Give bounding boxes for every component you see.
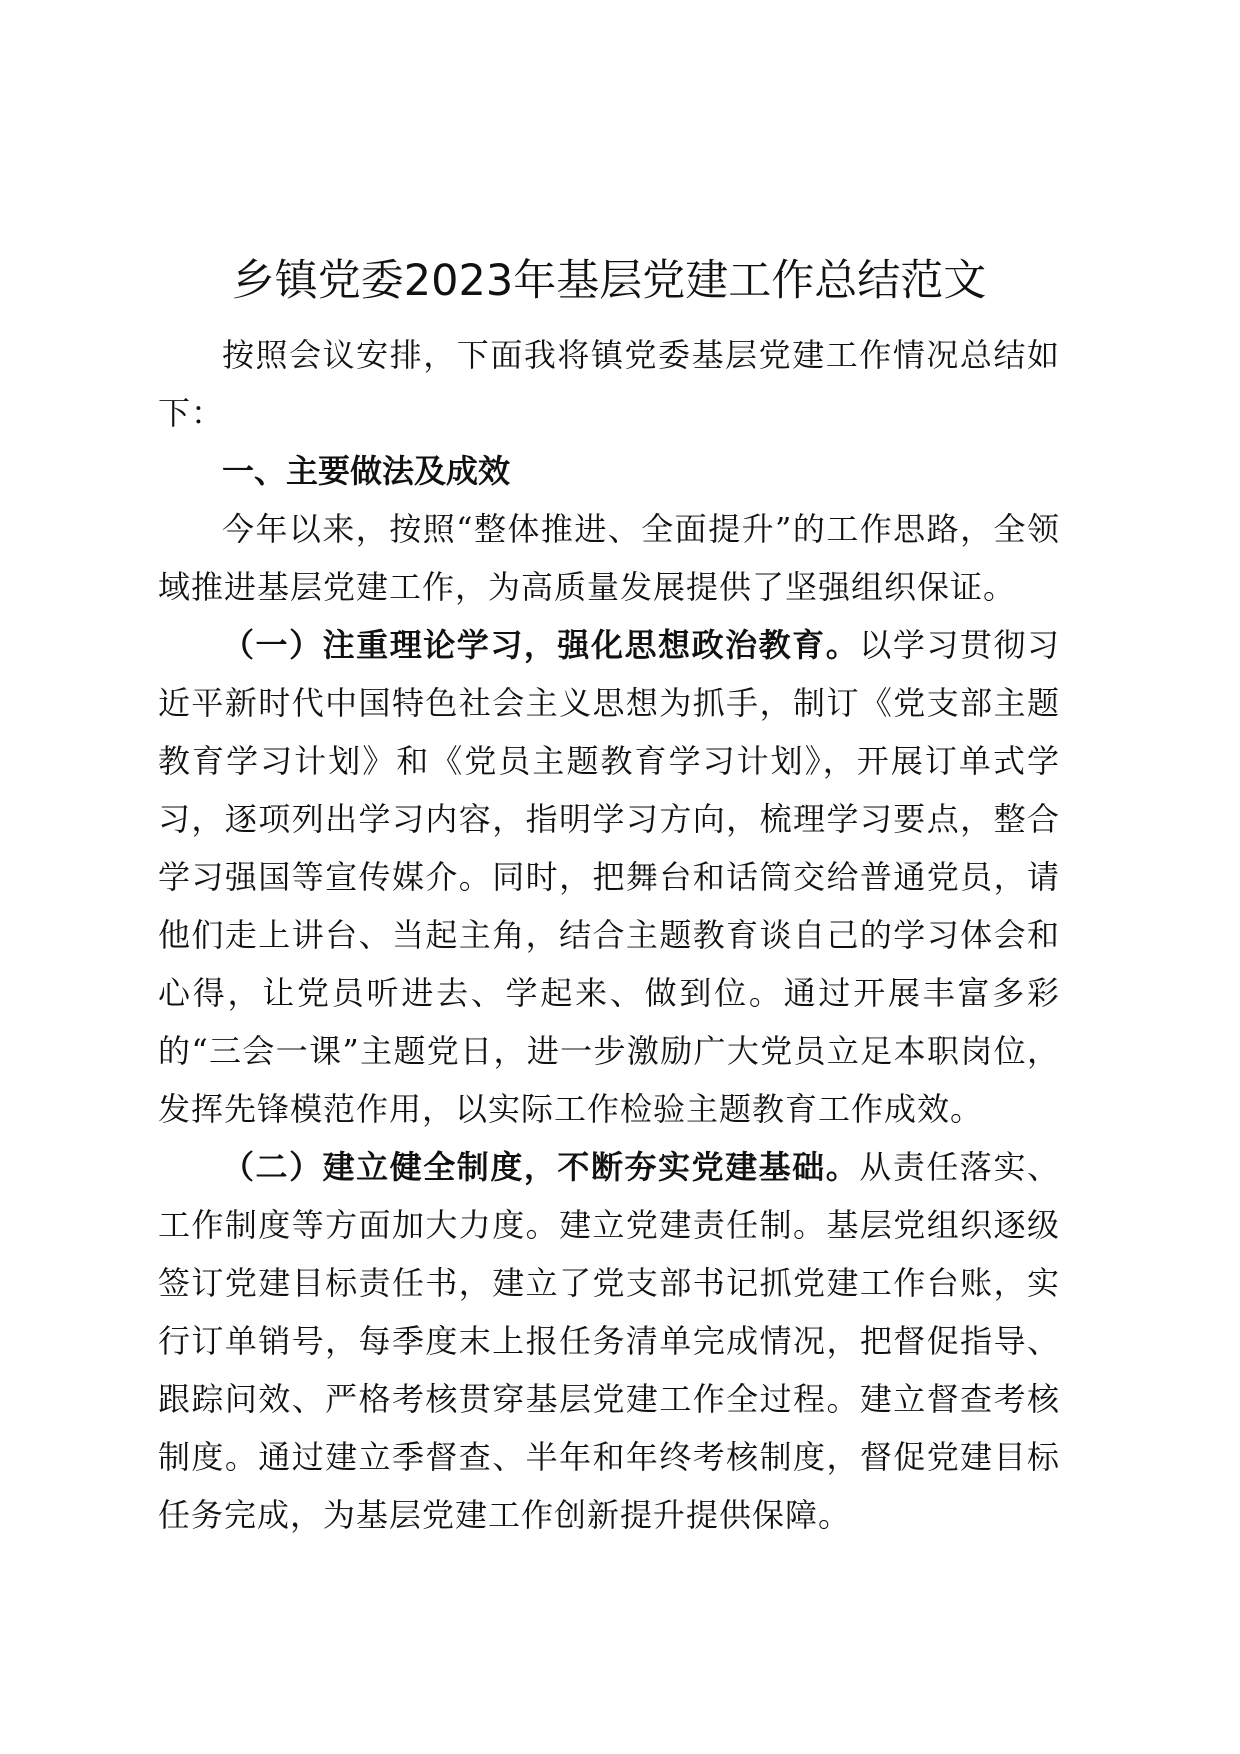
theory-study-heading: （一）注重理论学习，强化思想政治教育。	[222, 626, 860, 664]
document-content	[158, 252, 1060, 1544]
theory-study-text: 以学习贯彻习近平新时代中国特色社会主义思想为抓手，制订《党支部主题教育学习计划》和《党员主题教育学习计划》，开展订单式学习，逐项列出学习内容，指明学习方向，梳理学习要点，整合学习强国等宣传媒介。同时，把舞台和话筒交给普通党员，请他们走上讲台、当起主角，结合主题教育谈自己的学习体会和心得，让党员听进去、学起来、做到位。通过开展丰富多彩的“三会一课”主题党日，进一步激励广大党员立足本职岗位，发挥先锋模范作用，以实际工作检验主题教育工作成效。	[158, 626, 1060, 1128]
section-one-heading: 一、主要做法及成效	[222, 452, 511, 490]
system-building-text: 从责任落实、工作制度等方面加大力度。建立党建责任制。基层党组织逐级签订党建目标责任书，建立了党支部书记抓党建工作台账，实行订单销号，每季度末上报任务清单完成情况，把督促指导、跟踪问效、严格考核贯穿基层党建工作全过程。建立督查考核制度。通过建立季督查、半年和年终考核制度，督促党建目标任务完成，为基层党建工作创新提升提供保障。	[158, 1148, 1060, 1534]
section-one-overview: 今年以来，按照“整体推进、全面提升”的工作思路，全领域推进基层党建工作，为高质量发展提供了坚强组织保证。	[158, 510, 1060, 606]
system-building-heading: （二）建立健全制度，不断夯实党建基础。	[222, 1148, 860, 1186]
document-title: 乡镇党委2023年基层党建工作总结范文	[231, 256, 987, 306]
intro-paragraph: 按照会议安排，下面我将镇党委基层党建工作情况总结如下：	[158, 336, 1060, 432]
system-building-paragraph	[158, 1138, 1060, 1544]
theory-study-paragraph	[158, 616, 1060, 1138]
